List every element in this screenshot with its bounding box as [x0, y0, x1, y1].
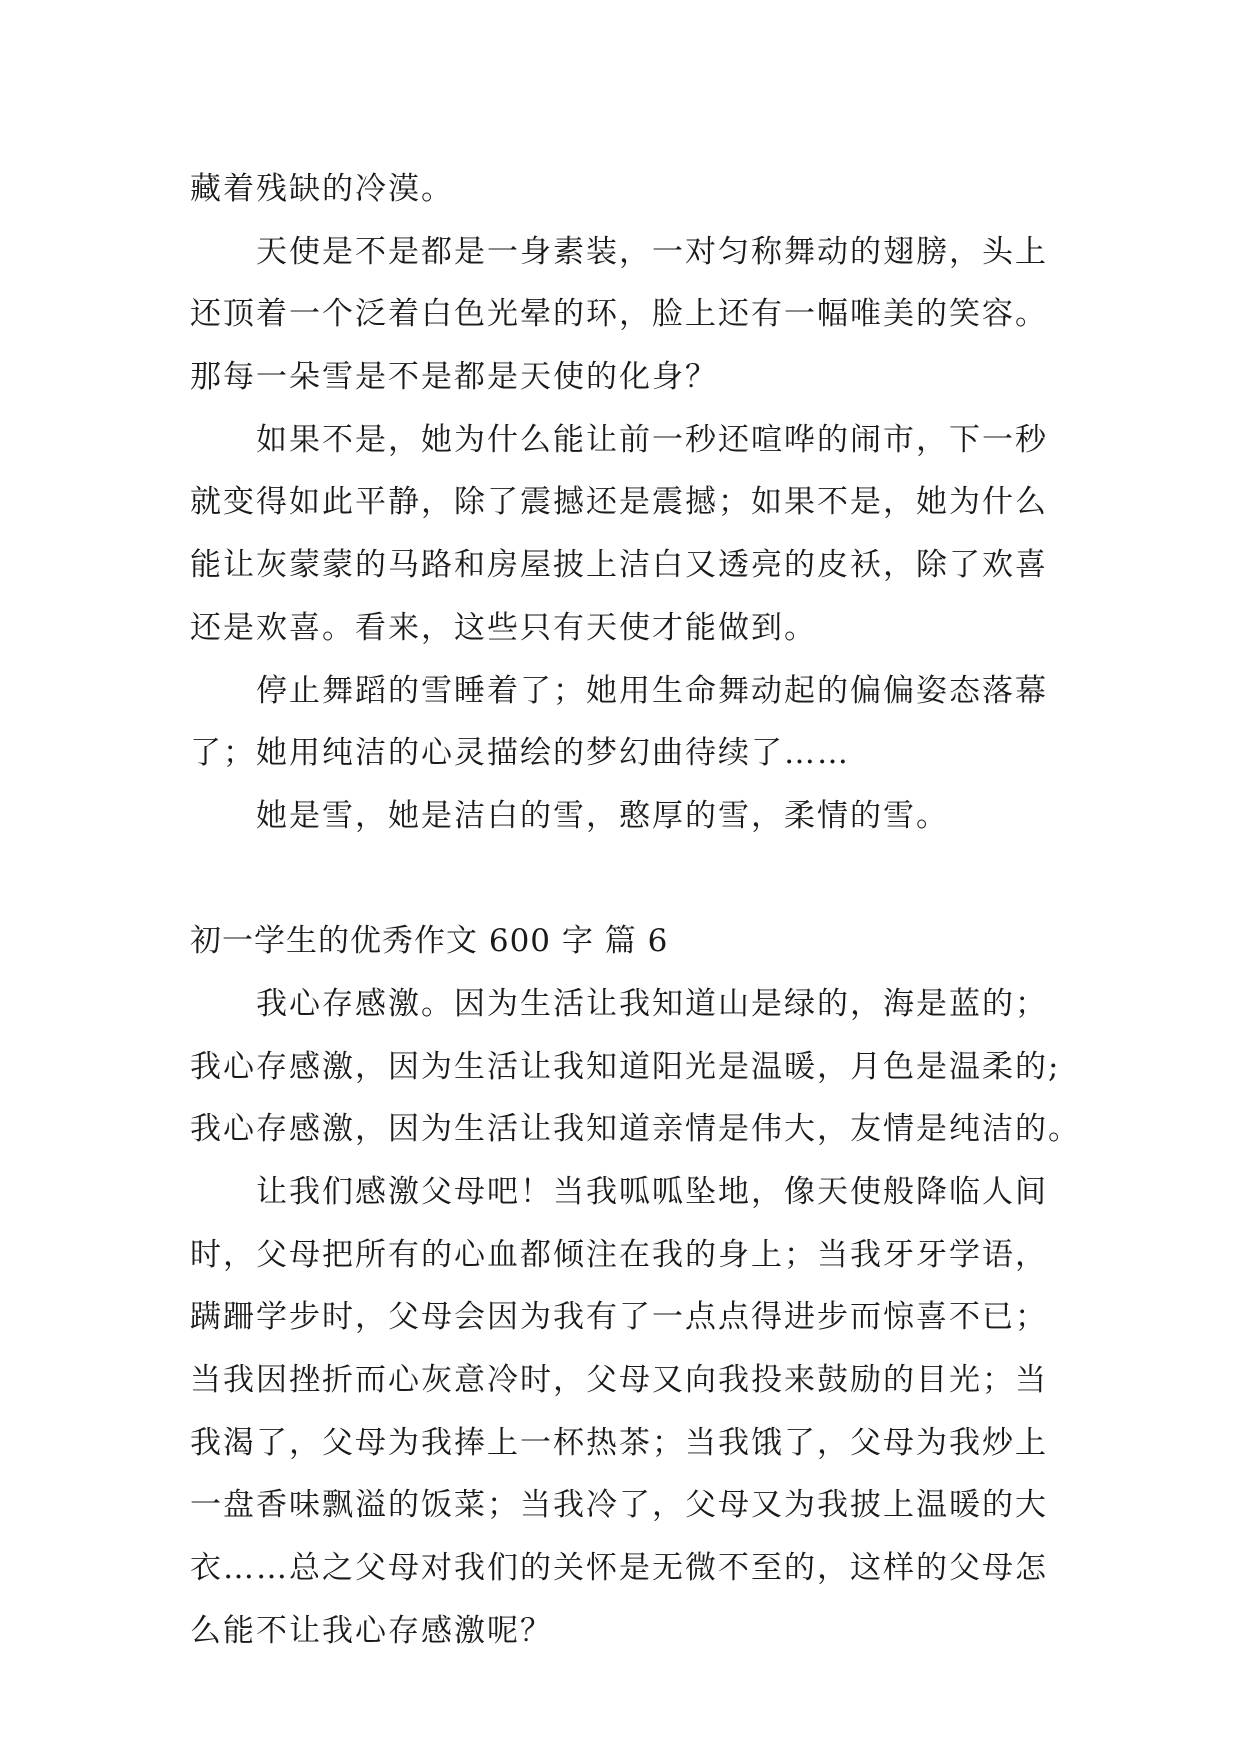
section-heading: 初一学生的优秀作文 600 字 篇 6 — [190, 923, 669, 960]
paragraph-line: 还是欢喜。看来，这些只有天使才能做到。 — [190, 609, 817, 646]
paragraph-line: 就变得如此平静，除了震撼还是震撼；如果不是，她为什么 — [190, 484, 1048, 521]
paragraph-line: 么能不让我心存感激呢？ — [190, 1612, 553, 1649]
paragraph-line: 那每一朵雪是不是都是天使的化身？ — [190, 359, 718, 396]
paragraph-line: 能让灰蒙蒙的马路和房屋披上洁白又透亮的皮袄，除了欢喜 — [190, 547, 1048, 584]
paragraph-line: 藏着残缺的冷漠。 — [190, 171, 454, 207]
paragraph-line: 我心存感激，因为生活让我知道亲情是伟大，友情是纯洁的。 — [190, 1111, 1081, 1148]
paragraph-line: 衣……总之父母对我们的关怀是无微不至的，这样的父母怎 — [190, 1550, 1048, 1587]
paragraph-line: 如果不是，她为什么能让前一秒还喧哗的闹市，下一秒 — [256, 421, 1048, 458]
document-body — [190, 158, 1081, 1663]
paragraph-line: 蹒跚学步时，父母会因为我有了一点点得进步而惊喜不已； — [190, 1299, 1048, 1336]
paragraph-line: 天使是不是都是一身素装，一对匀称舞动的翅膀，头上 — [256, 233, 1048, 270]
paragraph-line: 让我们感激父母吧！当我呱呱坠地，像天使般降临人间 — [256, 1174, 1048, 1210]
paragraph-line: 我渴了，父母为我捧上一杯热茶；当我饿了，父母为我炒上 — [190, 1424, 1048, 1461]
paragraph-line: 一盘香味飘溢的饭菜；当我冷了，父母又为我披上温暖的大 — [190, 1487, 1048, 1524]
paragraph-line: 我心存感激，因为生活让我知道阳光是温暖，月色是温柔的; — [190, 1048, 1061, 1085]
paragraph-line: 我心存感激。因为生活让我知道山是绿的，海是蓝的； — [256, 985, 1048, 1022]
paragraph-line: 当我因挫折而心灰意冷时，父母又向我投来鼓励的目光；当 — [190, 1362, 1048, 1399]
paragraph-line: 停止舞蹈的雪睡着了；她用生命舞动起的偏偏姿态落幕 — [256, 672, 1048, 709]
section-spacer — [190, 848, 1060, 911]
paragraph-line: 了；她用纯洁的心灵描绘的梦幻曲待续了…… — [190, 735, 850, 772]
paragraph-line: 还顶着一个泛着白色光晕的环，脸上还有一幅唯美的笑容。 — [190, 296, 1048, 333]
paragraph-line: 她是雪，她是洁白的雪，憨厚的雪，柔情的雪。 — [256, 797, 949, 834]
paragraph-line: 时，父母把所有的心血都倾注在我的身上；当我牙牙学语， — [190, 1236, 1048, 1273]
